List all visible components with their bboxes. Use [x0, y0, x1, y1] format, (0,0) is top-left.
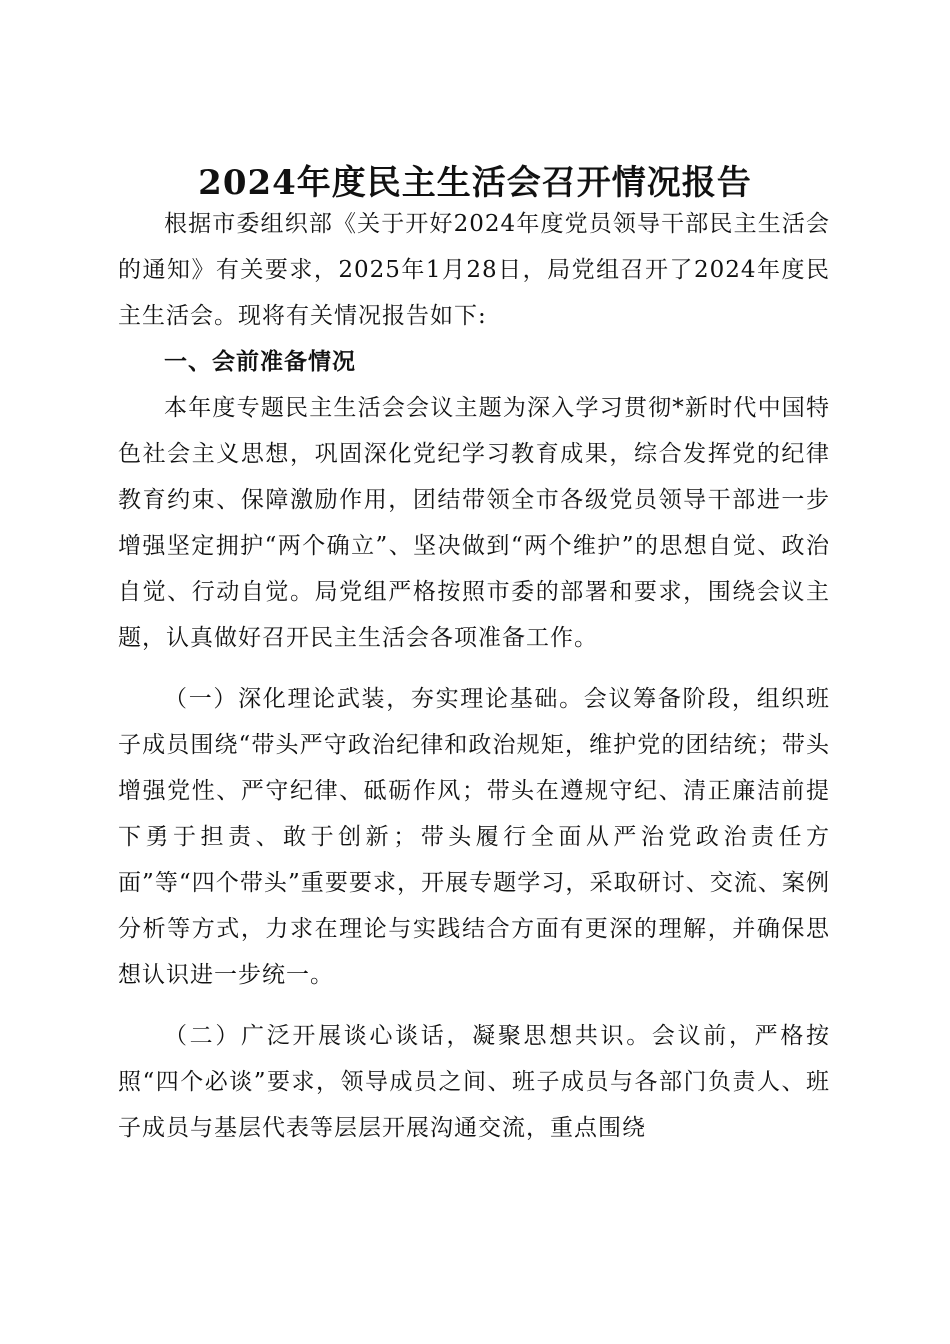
intro-paragraph: 根据市委组织部《关于开好2024年度党员领导干部民主生活会的通知》有关要求，2025年1月28日，局党组召开了2024年度民主生活会。现将有关情况报告如下:	[118, 211, 830, 329]
item-1-paragraph: （一）深化理论武装，夯实理论基础。会议筹备阶段，组织班子成员围绕“带头严守政治纪律和政治规矩，维护党的团结统；带头增强党性、严守纪律、砥砺作风；带头在遵规守纪、清正廉洁前提下勇于担责、敢于创新；带头履行全面从严治党政治责任方面”等“四个带头”重要要求，开展专题学习，采取研讨、交流、案例分析等方式，力求在理论与实践结合方面有更深的理解，并确保思想认识进一步统一。	[118, 686, 830, 988]
item-2-paragraph: （二）广泛开展谈心谈话，凝聚思想共识。会议前，严格按照“四个必谈”要求，领导成员之间、班子成员与各部门负责人、班子成员与基层代表等层层开展沟通交流，重点围绕	[118, 1023, 830, 1141]
section-1-paragraph: 本年度专题民主生活会会议主题为深入学习贯彻*新时代中国特色社会主义思想，巩固深化党纪学习教育成果，综合发挥党的纪律教育约束、保障激励作用，团结带领全市各级党员领导干部进一步增强坚定拥护“两个确立”、坚决做到“两个维护”的思想自觉、政治自觉、行动自觉。局党组严格按照市委的部署和要求，围绕会议主题，认真做好召开民主生活会各项准备工作。	[118, 395, 830, 651]
document-body	[118, 201, 830, 1151]
document-title: 2024年度民主生活会召开情况报告	[198, 162, 752, 203]
section-heading-preparation: 一、会前准备情况	[164, 349, 356, 375]
